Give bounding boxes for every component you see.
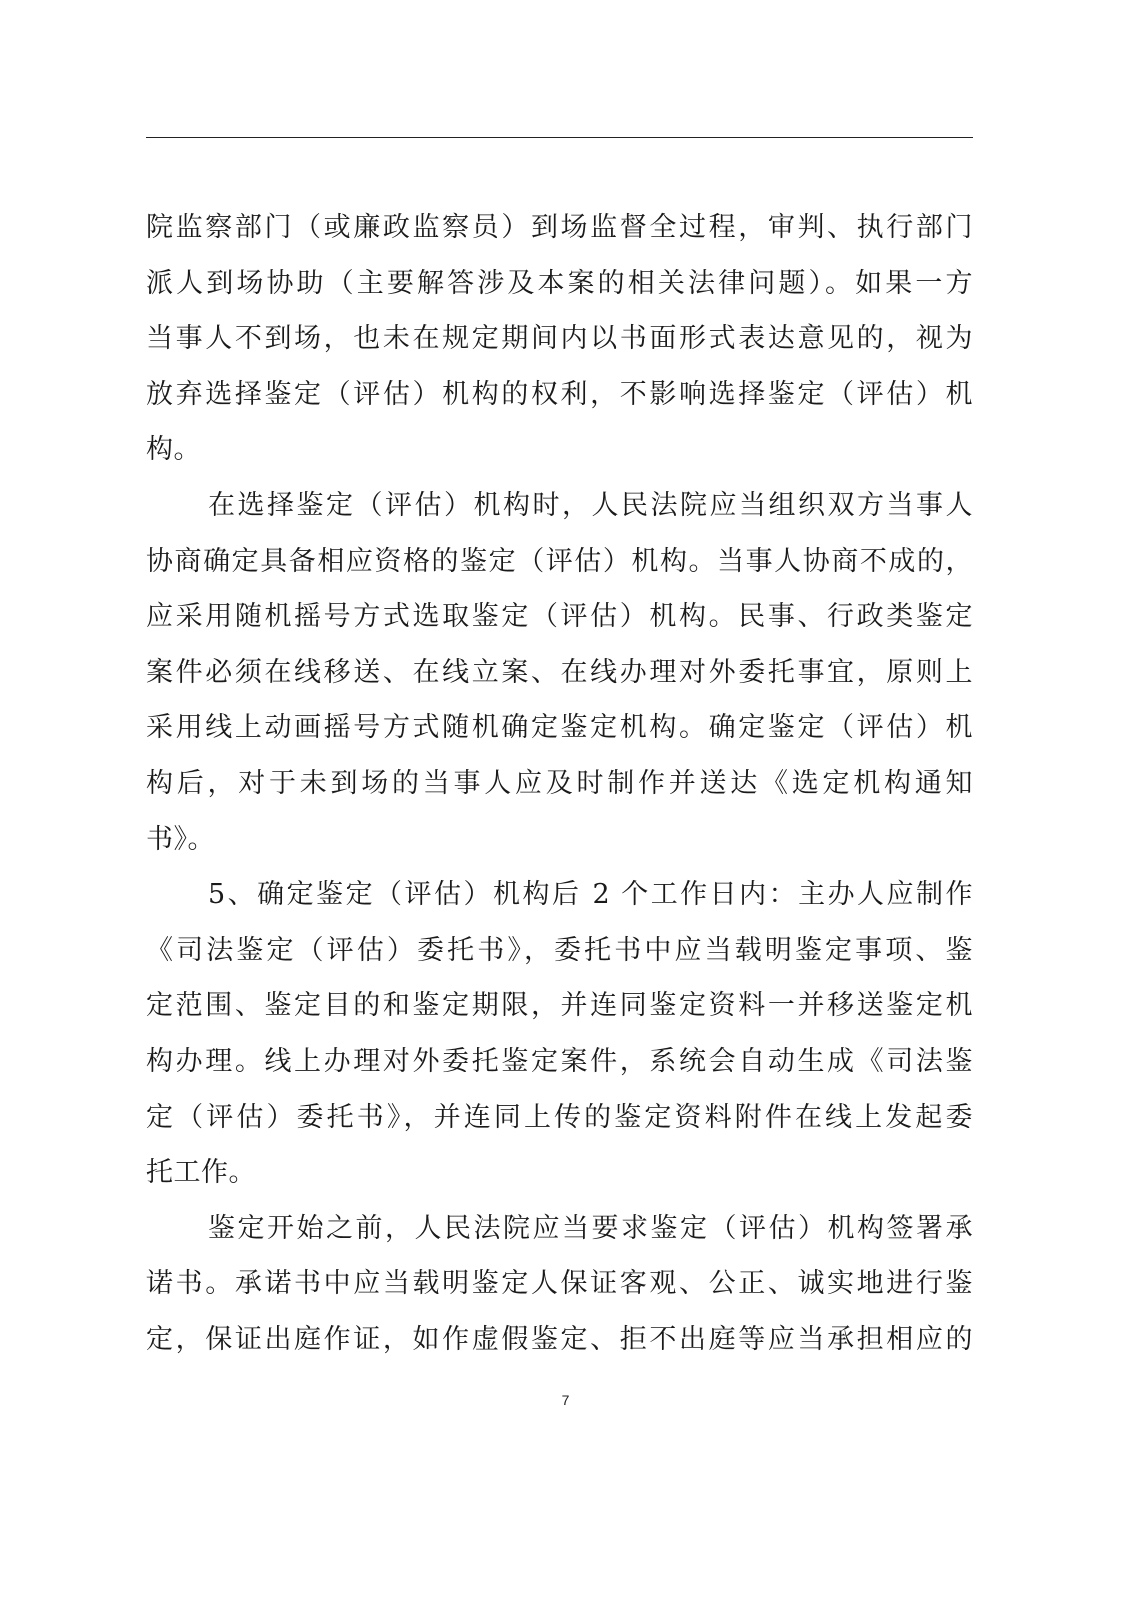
text-line: 案件必须在线移送、在线立案、在线办理对外委托事宜，原则上: [146, 656, 973, 688]
text-line: 书》。: [146, 823, 215, 855]
text-line: 构。: [146, 434, 201, 466]
text-line: 当事人不到场，也未在规定期间内以书面形式表达意见的，视为: [146, 323, 973, 355]
text-line: 定范围、鉴定目的和鉴定期限，并连同鉴定资料一并移送鉴定机: [146, 990, 973, 1022]
text-line: 构后，对于未到场的当事人应及时制作并送达《选定机构通知: [146, 767, 973, 799]
document-body: [146, 200, 973, 1367]
text-line: 院监察部门（或廉政监察员）到场监督全过程，审判、执行部门: [146, 212, 973, 243]
text-line: 构办理。线上办理对外委托鉴定案件，系统会自动生成《司法鉴: [146, 1045, 973, 1077]
paragraph: [146, 867, 973, 1201]
header-rule: [146, 137, 973, 138]
text-line: 托工作。: [146, 1157, 256, 1189]
text-line: 采用线上动画摇号方式随机确定鉴定机构。确定鉴定（评估）机: [146, 712, 973, 744]
text-line: 定，保证出庭作证，如作虚假鉴定、拒不出庭等应当承担相应的: [146, 1323, 973, 1355]
text-line: 定（评估）委托书》，并连同上传的鉴定资料附件在线上发起委: [146, 1101, 973, 1133]
paragraph: [146, 200, 973, 478]
text-line: 协商确定具备相应资格的鉴定（评估）机构。当事人协商不成的，: [146, 545, 973, 577]
text-line: 派人到场协助（主要解答涉及本案的相关法律问题）。如果一方: [146, 267, 973, 299]
text-line: 放弃选择鉴定（评估）机构的权利，不影响选择鉴定（评估）机: [146, 378, 973, 410]
paragraph: [146, 478, 973, 867]
text-line: 在选择鉴定（评估）机构时，人民法院应当组织双方当事人: [208, 489, 973, 521]
text-line: 应采用随机摇号方式选取鉴定（评估）机构。民事、行政类鉴定: [146, 601, 973, 633]
text-line: 诺书。承诺书中应当载明鉴定人保证客观、公正、诚实地进行鉴: [146, 1268, 973, 1300]
text-line: 鉴定开始之前，人民法院应当要求鉴定（评估）机构签署承: [208, 1212, 973, 1244]
paragraph: [146, 1201, 973, 1368]
page-number: 7: [561, 1392, 570, 1408]
text-line: 《司法鉴定（评估）委托书》，委托书中应当载明鉴定事项、鉴: [146, 934, 973, 966]
text-line: 5、确定鉴定（评估）机构后 2 个工作日内：主办人应制作: [208, 879, 973, 911]
